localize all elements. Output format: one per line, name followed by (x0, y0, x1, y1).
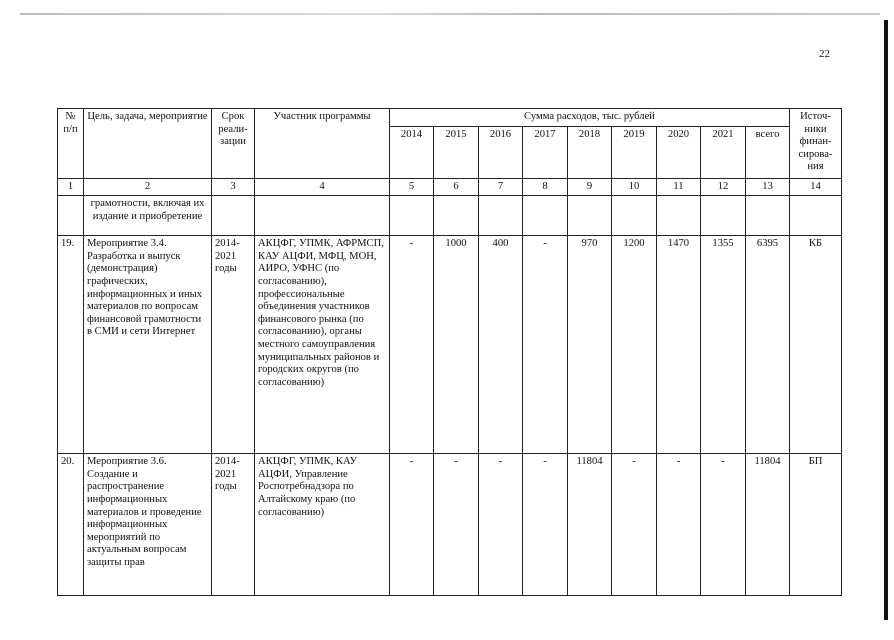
row-term (212, 196, 255, 236)
page-number: 22 (819, 48, 830, 60)
row-value: - (434, 454, 479, 596)
row-term: 2014-2021 годы (212, 236, 255, 454)
row-value (612, 196, 657, 236)
column-number: 2 (84, 178, 212, 196)
column-number: 13 (746, 178, 790, 196)
header-row-top (58, 109, 842, 127)
expenses-table (57, 108, 842, 596)
column-number-row (58, 178, 842, 196)
column-number: 4 (255, 178, 390, 196)
header-source: Источ-ники финан-сирова-ния (790, 109, 842, 179)
column-number: 7 (479, 178, 523, 196)
row-value: 11804 (568, 454, 612, 596)
row-value: - (479, 454, 523, 596)
header-year: 2019 (612, 126, 657, 178)
row-value: 1200 (612, 236, 657, 454)
row-value: - (701, 454, 746, 596)
row-value (568, 196, 612, 236)
row-value (434, 196, 479, 236)
table-row (58, 454, 842, 596)
row-value: 1470 (657, 236, 701, 454)
header-year: 2018 (568, 126, 612, 178)
column-number: 14 (790, 178, 842, 196)
row-value: - (523, 454, 568, 596)
row-value (390, 196, 434, 236)
header-year: 2016 (479, 126, 523, 178)
row-value: - (390, 454, 434, 596)
column-number: 12 (701, 178, 746, 196)
row-goal: Мероприятие 3.6. Создание и распространение информационных материалов и проведение информационных мероприятий по актуальным вопросам защиты прав (84, 454, 212, 596)
row-participant: АКЦФГ, УПМК, КАУ АЦФИ, Управление Роспотребнадзора по Алтайскому краю (по согласованию) (255, 454, 390, 596)
column-number: 6 (434, 178, 479, 196)
row-value (657, 196, 701, 236)
column-number: 8 (523, 178, 568, 196)
row-value (523, 196, 568, 236)
row-goal: грамотности, включая их издание и приобретение (84, 196, 212, 236)
header-term: Срок реали-зации (212, 109, 255, 179)
row-value: - (612, 454, 657, 596)
column-number: 1 (58, 178, 84, 196)
row-source: БП (790, 454, 842, 596)
row-total: 6395 (746, 236, 790, 454)
row-value: - (657, 454, 701, 596)
header-year: 2015 (434, 126, 479, 178)
header-year: 2020 (657, 126, 701, 178)
row-number: 19. (58, 236, 84, 454)
header-year: 2021 (701, 126, 746, 178)
column-number: 11 (657, 178, 701, 196)
scan-top-line (20, 13, 880, 15)
row-goal: Мероприятие 3.4. Разработка и выпуск (демонстрация) графических, информационных и иных материалов по вопросам финансовой грамотности в СМИ и сети Интернет (84, 236, 212, 454)
row-value: 1355 (701, 236, 746, 454)
column-number: 10 (612, 178, 657, 196)
row-total: 11804 (746, 454, 790, 596)
column-number: 3 (212, 178, 255, 196)
table-row (58, 196, 842, 236)
row-number: 20. (58, 454, 84, 596)
scan-right-edge (884, 20, 888, 620)
header-participant: Участник программы (255, 109, 390, 179)
row-term: 2014-2021 годы (212, 454, 255, 596)
row-total (746, 196, 790, 236)
row-value (479, 196, 523, 236)
row-value: 400 (479, 236, 523, 454)
table-row (58, 236, 842, 454)
row-participant: АКЦФГ, УПМК, АФРМСП, КАУ АЦФИ, МФЦ, МОН, АИРО, УФНС (по согласованию), профессиональные объединения участников финансового рынка (по согласованию), органы местного самоуправления муниципальных районов и городских округов (по согласованию) (255, 236, 390, 454)
header-year: 2017 (523, 126, 568, 178)
column-number: 5 (390, 178, 434, 196)
header-year: 2014 (390, 126, 434, 178)
row-value: 970 (568, 236, 612, 454)
header-total: всего (746, 126, 790, 178)
row-value (701, 196, 746, 236)
header-num: № п/п (58, 109, 84, 179)
column-number: 9 (568, 178, 612, 196)
header-goal: Цель, задача, мероприятие (84, 109, 212, 179)
row-source: КБ (790, 236, 842, 454)
row-participant (255, 196, 390, 236)
row-value: 1000 (434, 236, 479, 454)
row-value: - (390, 236, 434, 454)
row-source (790, 196, 842, 236)
row-number (58, 196, 84, 236)
header-sum: Сумма расходов, тыс. рублей (390, 109, 790, 127)
row-value: - (523, 236, 568, 454)
